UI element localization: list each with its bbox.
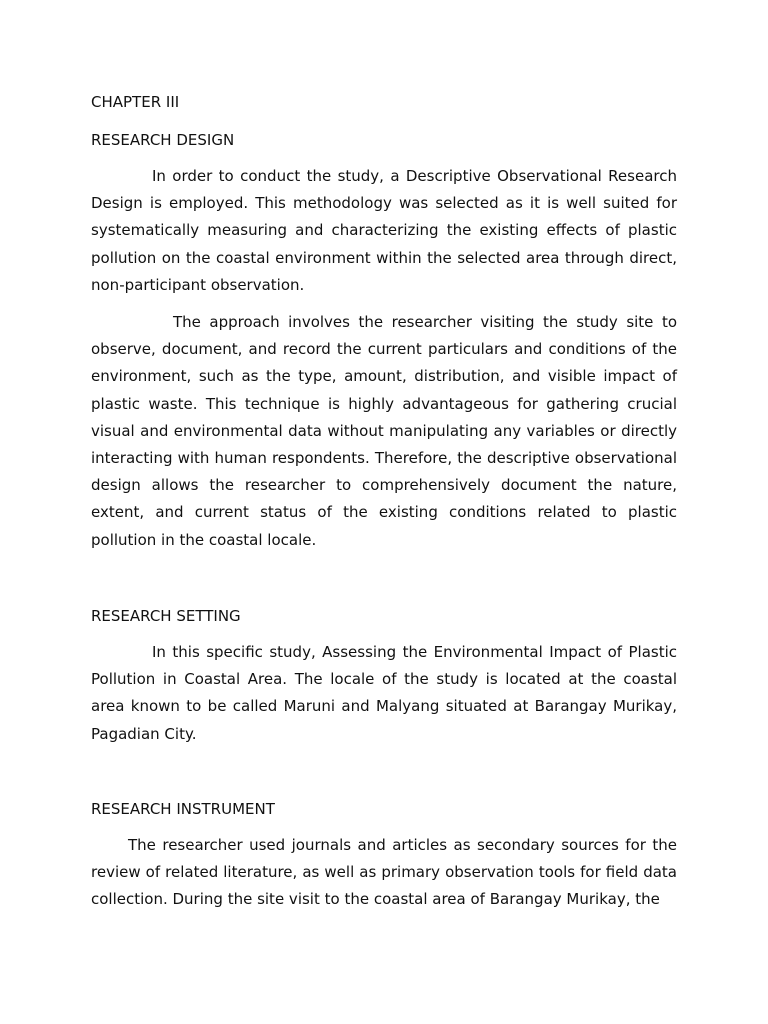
research-instrument-paragraph: The researcher used journals and articles as secondary sources for the review of related literature, as well as primary observation tools for field data collection. During the site visit to the coastal area of Barangay Murikay, the bbox=[91, 836, 677, 909]
section-heading-research-setting: RESEARCH SETTING bbox=[91, 607, 241, 625]
research-design-paragraph-2: The approach involves the researcher visiting the study site to observe, document, and record the current particulars and conditions of the environment, such as the type, amount, distribution, and visible impact of plastic waste. This technique is highly advantageous for gathering crucial visual and environmental data without manipulating any variables or directly interacting with human respondents. Therefore, the descriptive observational design allows the researcher to comprehensively document the nature, extent, and current status of the existing conditions related to plastic pollution in the coastal locale. bbox=[91, 313, 677, 549]
section-heading-research-design: RESEARCH DESIGN bbox=[91, 131, 235, 149]
section-heading-research-instrument: RESEARCH INSTRUMENT bbox=[91, 800, 275, 818]
research-setting-paragraph: In this specific study, Assessing the Environmental Impact of Plastic Pollution in Coastal Area. The locale of the study is located at the coastal area known to be called Maruni and Malyang situated at Barangay Murikay, Pagadian City. bbox=[91, 643, 677, 743]
chapter-title: CHAPTER III bbox=[91, 93, 180, 111]
research-design-paragraph-1: In order to conduct the study, a Descriptive Observational Research Design is employed. This methodology was selected as it is well suited for systematically measuring and characterizing the existing effects of plastic pollution on the coastal environment within the selected area through direct, non-participant observation. bbox=[91, 167, 677, 294]
